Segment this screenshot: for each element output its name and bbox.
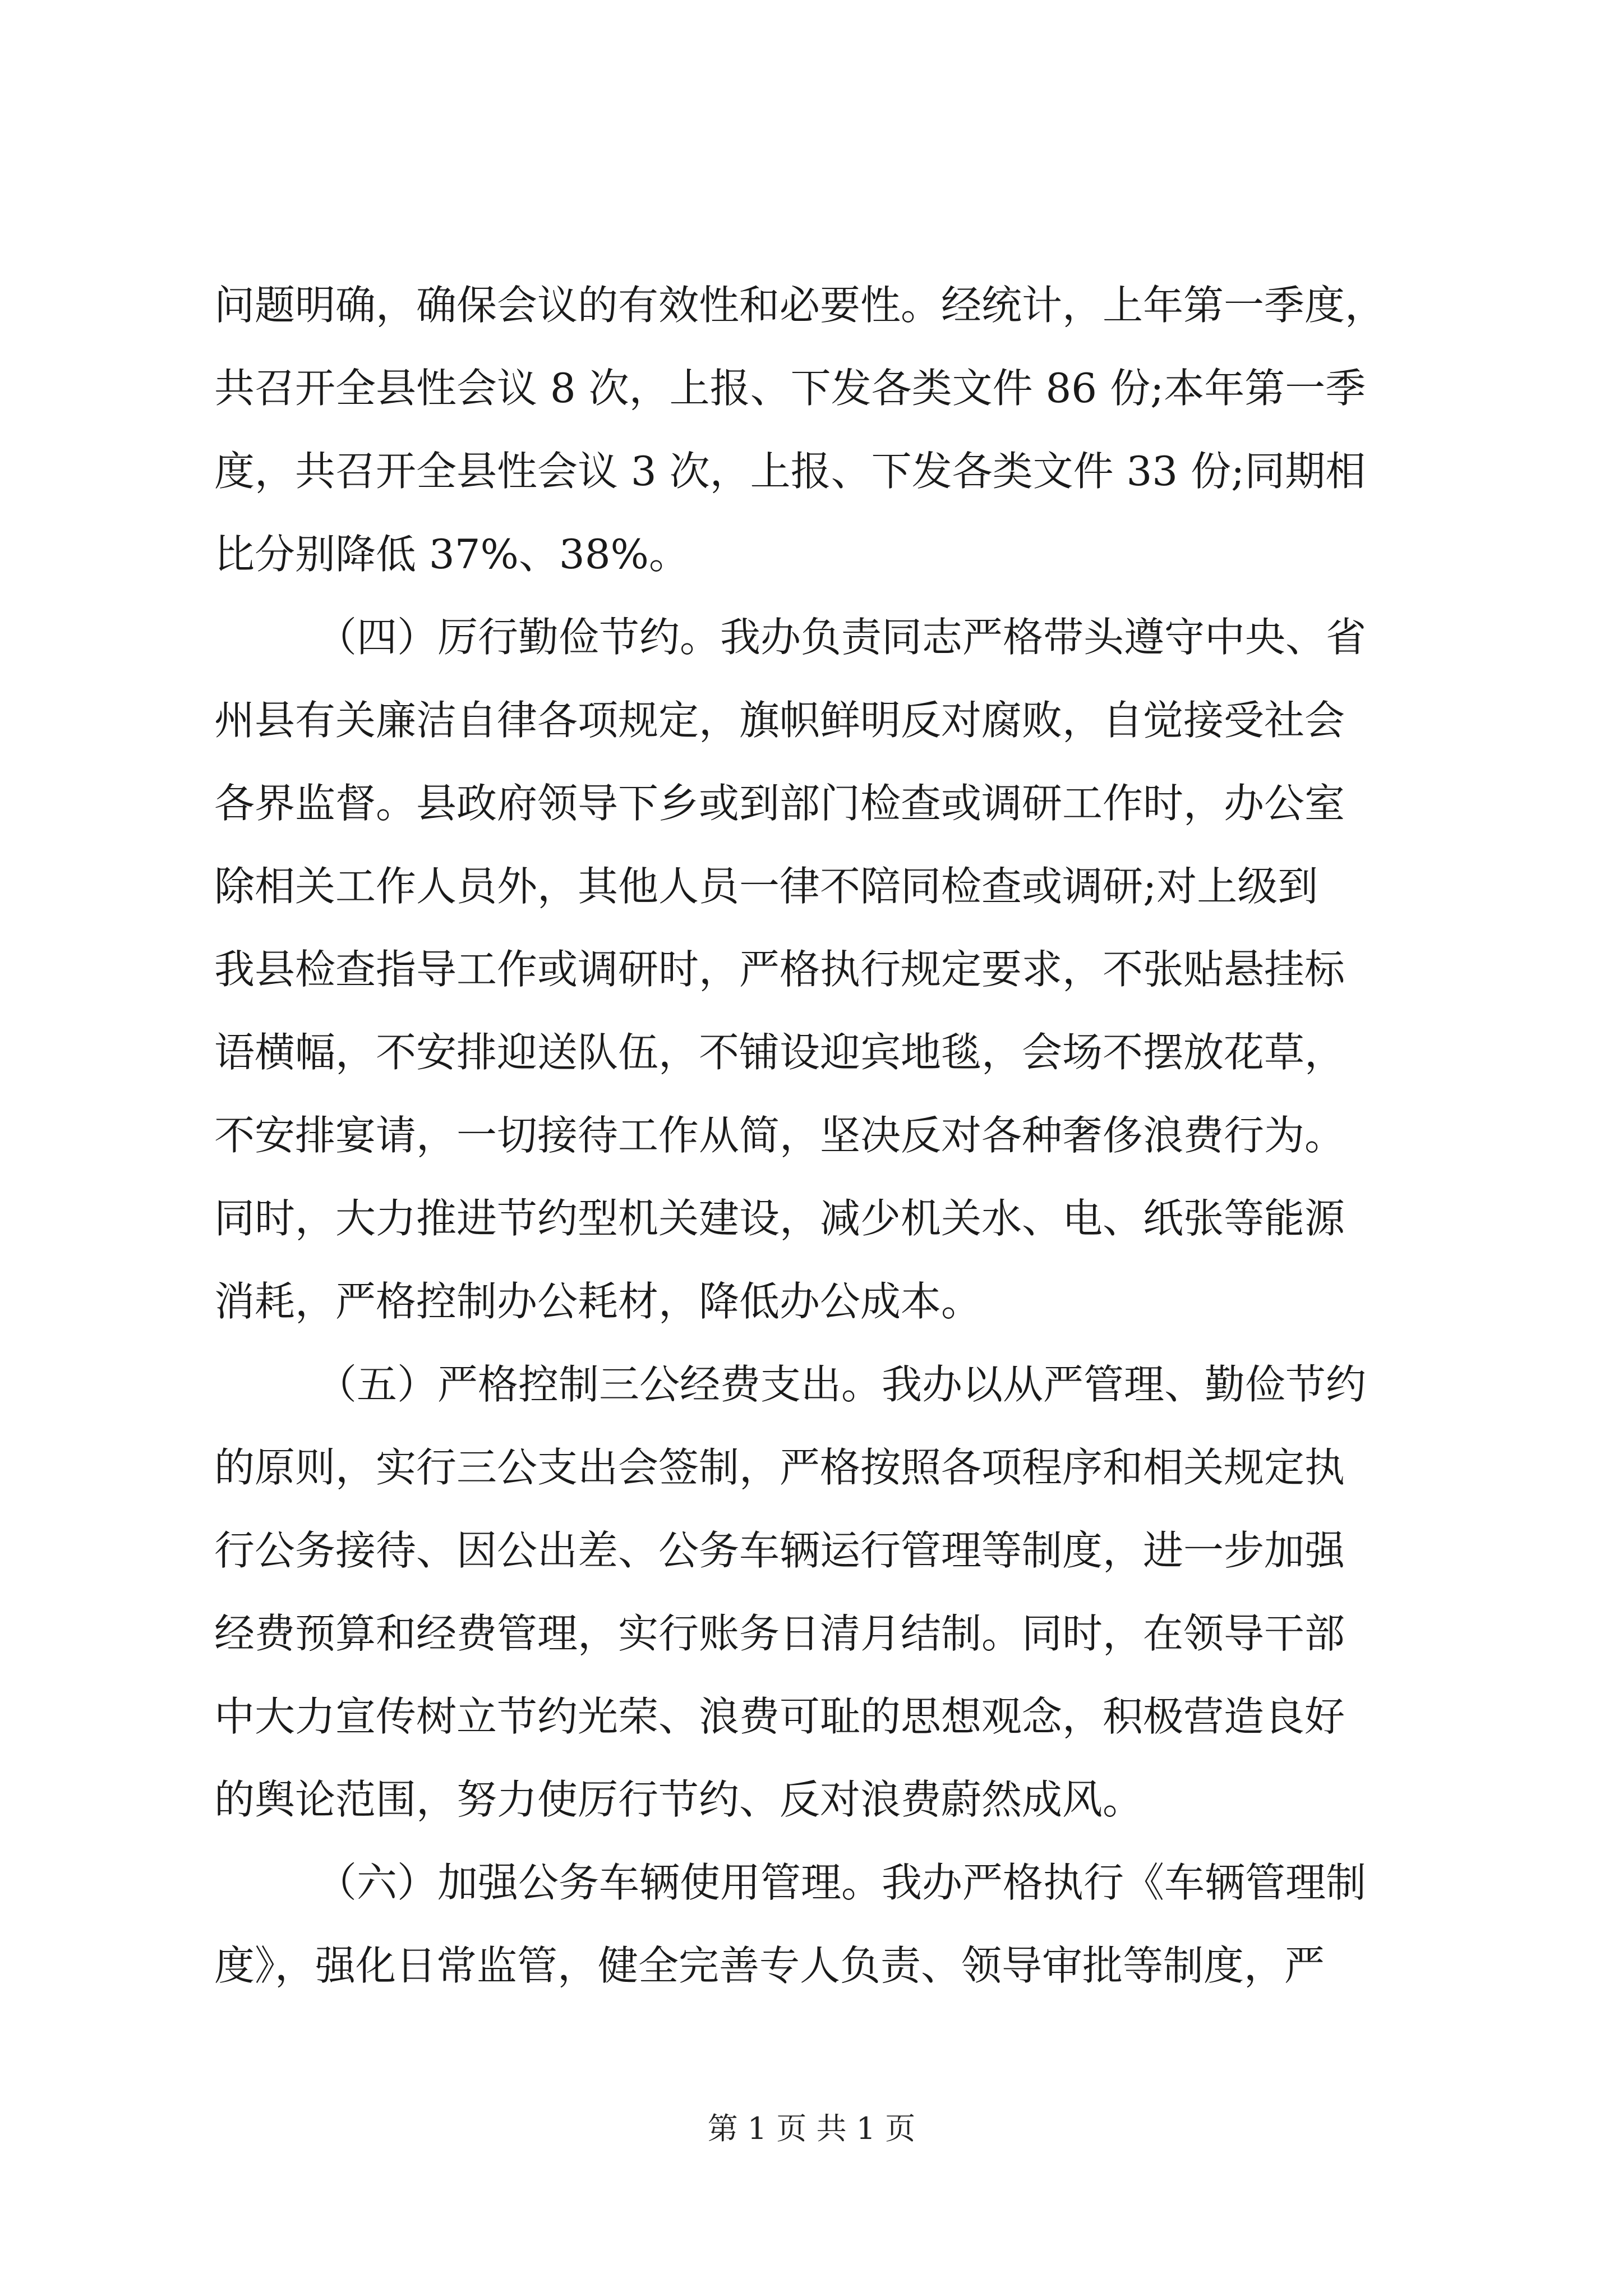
text-line: 除相关工作人员外，其他人员一律不陪同检查或调研;对上级到: [214, 863, 1318, 910]
document-body: [214, 264, 1409, 2007]
paragraph-start-line: （五）严格控制三公经费支出。我办以从严管理、勤俭节约: [316, 1361, 1367, 1408]
text-line: 同时，大力推进节约型机关建设，减少机关水、电、纸张等能源: [214, 1195, 1345, 1242]
text-line: 度》，强化日常监管，健全完善专人负责、领导审批等制度，严: [214, 1942, 1325, 1989]
text-line: 消耗，严格控制办公耗材，降低办公成本。: [214, 1278, 982, 1325]
page-number-label: 第 1 页 共 1 页: [707, 2111, 916, 2146]
text-line: 的原则，实行三公支出会签制，严格按照各项程序和相关规定执: [214, 1444, 1345, 1491]
text-line: 不安排宴请，一切接待工作从简，坚决反对各种奢侈浪费行为。: [214, 1112, 1345, 1159]
text-line: 州县有关廉洁自律各项规定，旗帜鲜明反对腐败，自觉接受社会: [214, 697, 1345, 744]
text-line: 中大力宣传树立节约光荣、浪费可耻的思想观念，积极营造良好: [214, 1693, 1345, 1740]
text-line: 我县检查指导工作或调研时，严格执行规定要求，不张贴悬挂标: [214, 946, 1345, 993]
page-footer: [0, 2109, 1623, 2148]
text-line: 的舆论范围，努力使厉行节约、反对浪费蔚然成风。: [214, 1776, 1144, 1823]
text-line: 行公务接待、因公出差、公务车辆运行管理等制度，进一步加强: [214, 1527, 1345, 1574]
text-line: 共召开全县性会议 8 次，上报、下发各类文件 86 份;本年第一季: [214, 365, 1366, 412]
text-line: 经费预算和经费管理，实行账务日清月结制。同时，在领导干部: [214, 1610, 1345, 1657]
text-line: 各界监督。县政府领导下乡或到部门检查或调研工作时，办公室: [214, 780, 1345, 827]
text-line: 度，共召开全县性会议 3 次，上报、下发各类文件 33 份;同期相: [214, 448, 1366, 495]
text-line: 语横幅，不安排迎送队伍，不铺设迎宾地毯，会场不摆放花草，: [214, 1029, 1345, 1076]
text-line: 比分别降低 37%、38%。: [214, 531, 689, 578]
paragraph-start-line: （六）加强公务车辆使用管理。我办严格执行《车辆管理制: [316, 1859, 1367, 1906]
paragraph-start-line: （四）厉行勤俭节约。我办负责同志严格带头遵守中央、省: [316, 614, 1367, 661]
text-line: 问题明确，确保会议的有效性和必要性。经统计，上年第一季度，: [214, 282, 1386, 329]
